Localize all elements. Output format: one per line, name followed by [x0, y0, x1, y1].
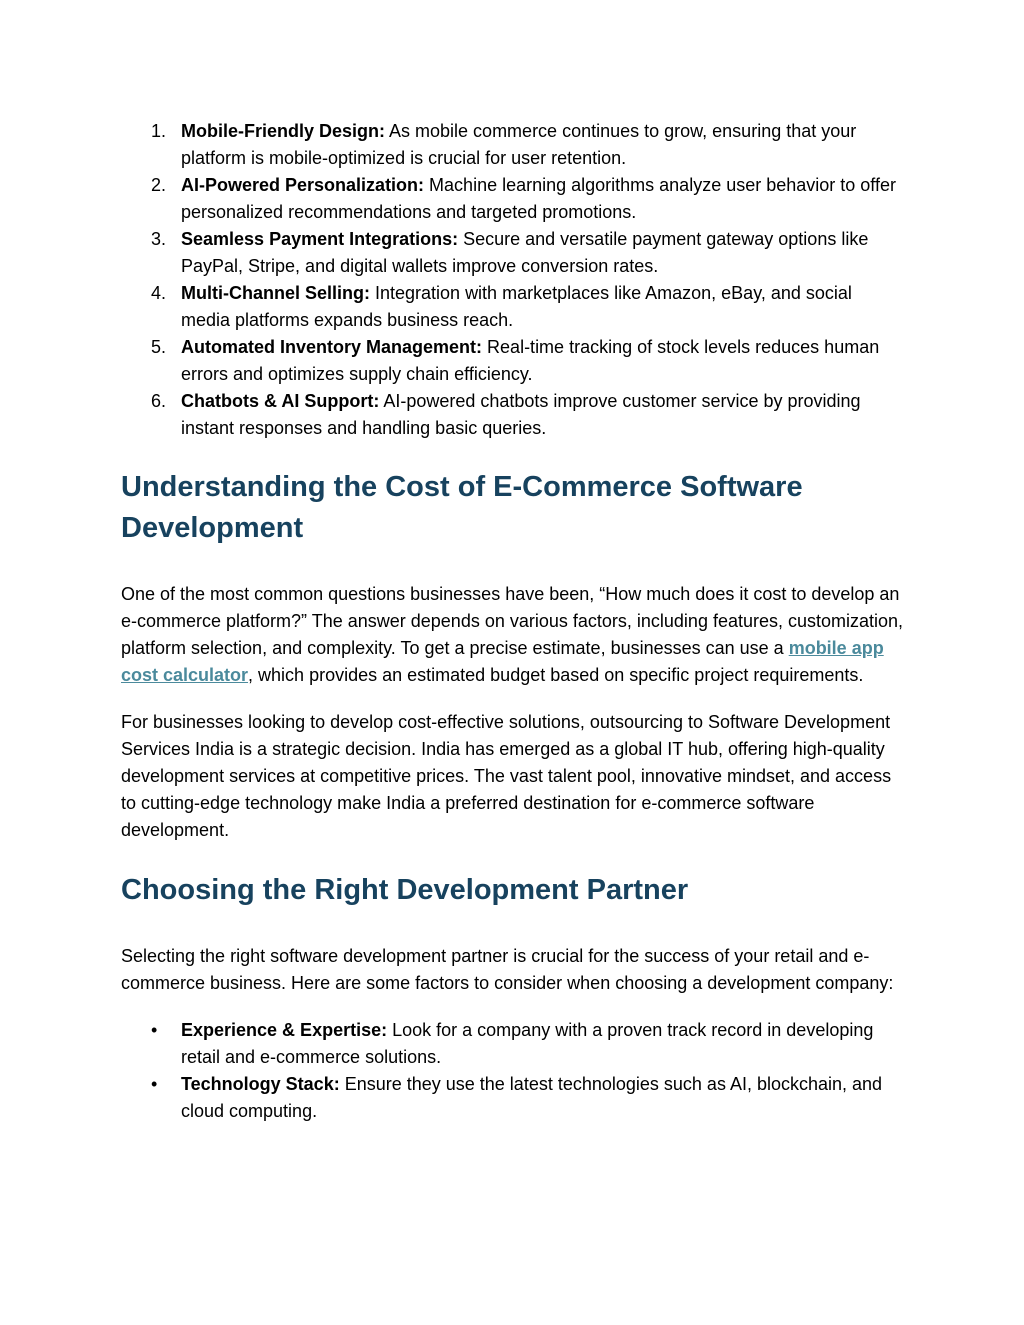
list-item — [121, 280, 904, 334]
list-item-text: As mobile commerce continues to grow, ensuring that your platform is mobile-optimized is crucial for user retention. — [181, 121, 857, 168]
partner-bullet-list — [121, 1017, 904, 1125]
list-item-label: Technology Stack: — [181, 1074, 340, 1094]
cost-paragraph-1-text-before: One of the most common questions businesses have been, “How much does it cost to develop an e-commerce platform?” The answer depends on various factors, including features, customization, platform selection, and complexity. To get a precise estimate, businesses can use a — [121, 584, 904, 658]
mobile-app-cost-calculator-link[interactable]: mobile app cost calculator — [121, 638, 884, 685]
list-item-label: Multi-Channel Selling: — [181, 283, 370, 303]
list-item-text: Machine learning algorithms analyze user behavior to offer personalized recommendations and targeted promotions. — [181, 175, 896, 222]
list-item — [121, 1017, 904, 1071]
list-item — [121, 226, 904, 280]
list-number: 6. — [151, 391, 167, 411]
list-item-text: Ensure they use the latest technologies such as AI, blockchain, and cloud computing. — [181, 1074, 883, 1121]
list-number: 2. — [151, 175, 167, 195]
list-item-text: Secure and versatile payment gateway options like PayPal, Stripe, and digital wallets improve conversion rates. — [181, 229, 869, 276]
list-number: 5. — [151, 337, 167, 357]
list-number: 1. — [151, 121, 167, 141]
list-item-label: AI-Powered Personalization: — [181, 175, 425, 195]
list-item — [121, 334, 904, 388]
bullet-icon: • — [151, 1074, 158, 1094]
list-item-label: Automated Inventory Management: — [181, 337, 483, 357]
features-numbered-list — [121, 118, 904, 442]
list-item-label: Experience & Expertise: — [181, 1020, 388, 1040]
list-number: 4. — [151, 283, 167, 303]
partner-section-heading: Choosing the Right Development Partner — [121, 874, 689, 906]
list-number: 3. — [151, 229, 167, 249]
list-item-label: Chatbots & AI Support: — [181, 391, 380, 411]
list-item-text: Look for a company with a proven track record in developing retail and e-commerce solutions. — [181, 1020, 874, 1067]
list-item — [121, 172, 904, 226]
cost-paragraph-1-text-after: , which provides an estimated budget based on specific project requirements. — [248, 665, 864, 685]
list-item — [121, 118, 904, 172]
cost-paragraph-2: For businesses looking to develop cost-effective solutions, outsourcing to Software Development Services India is a strategic decision. India has emerged as a global IT hub, offering high-quality development services at competitive prices. The vast talent pool, innovative mindset, and access to cutting-edge technology make India a preferred destination for e-commerce software development. — [121, 712, 892, 840]
list-item-label: Seamless Payment Integrations: — [181, 229, 459, 249]
partner-paragraph-1: Selecting the right software development partner is crucial for the success of your retail and e-commerce business. Here are some factors to consider when choosing a development company: — [121, 946, 894, 993]
list-item — [121, 388, 904, 442]
list-item-text: Integration with marketplaces like Amazon, eBay, and social media platforms expands business reach. — [181, 283, 852, 330]
bullet-icon: • — [151, 1020, 158, 1040]
list-item-text: AI-powered chatbots improve customer service by providing instant responses and handling basic queries. — [181, 391, 861, 438]
cost-section-heading: Understanding the Cost of E-Commerce Software Development — [121, 471, 803, 544]
list-item-label: Mobile-Friendly Design: — [181, 121, 386, 141]
cost-paragraph-1 — [121, 581, 904, 689]
list-item-text: Real-time tracking of stock levels reduces human errors and optimizes supply chain efficiency. — [181, 337, 880, 384]
list-item — [121, 1071, 904, 1125]
